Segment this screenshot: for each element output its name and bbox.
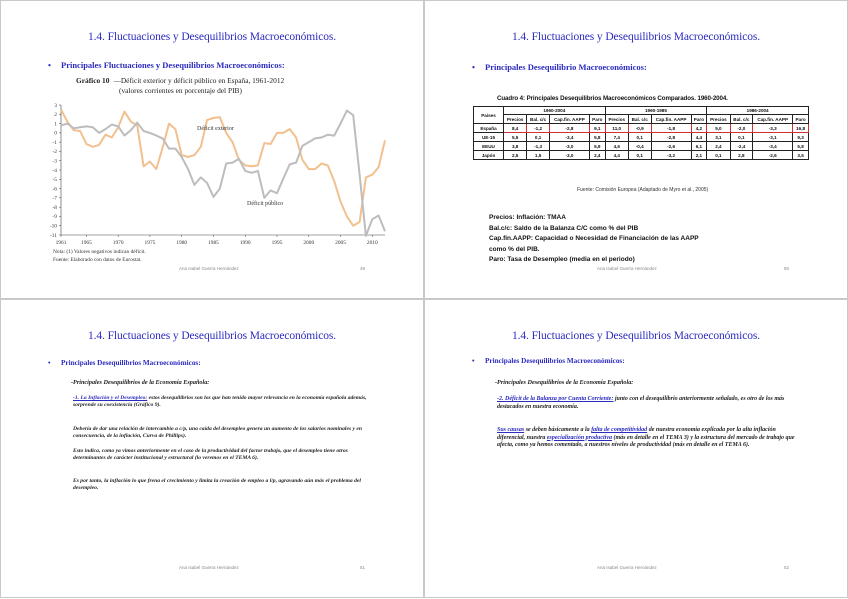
table-cell: -3,0 — [549, 142, 589, 151]
table-cell: 3,1 — [707, 133, 730, 142]
header-paro: Paro — [793, 115, 809, 124]
x-tick-label: 1975 — [144, 240, 156, 246]
slide-title: 1.4. Fluctuaciones y Desequilibrios Macroeconómicos. — [511, 31, 761, 43]
legend-line: Cap.fin.AAPP: Capacidad o Necesidad de Financiación de las AAPP — [489, 235, 699, 242]
y-tick-label: 3 — [54, 102, 57, 109]
y-tick-label: -2 — [52, 149, 57, 156]
header-capfin: Cap.fin. AAPP — [753, 115, 793, 124]
paragraph-text: de nuestra economía explicada por la alta inflación diferencial, nuestra — [497, 427, 776, 441]
paragraph-1 — [73, 395, 373, 409]
country-cell: UE-15 — [474, 133, 504, 142]
table-cell: -2,0 — [730, 124, 753, 133]
figure-label: Gráfico 10 — [76, 76, 110, 85]
table-cell: -3,4 — [753, 142, 793, 151]
slide-50 — [424, 0, 848, 299]
footer-author: Ana Isabel Guerra Hernández — [597, 565, 657, 570]
table-header-row — [474, 115, 809, 124]
paragraph-text: junto con el desequilibrio anteriormente señalado, es otro de los más destacados en nuestra economía. — [497, 396, 785, 410]
y-tick-label: -1 — [52, 139, 57, 146]
period-header: 1960-1985 — [605, 107, 707, 115]
figure-source: Fuente: Elaborado con datos de Eurostat. — [53, 257, 142, 263]
table-cell: -1,3 — [527, 142, 550, 151]
x-tick-label: 1961 — [55, 240, 67, 246]
table-cell: -1,8 — [651, 124, 691, 133]
paragraph-2 — [497, 427, 797, 450]
table-cell: 11,0 — [605, 124, 628, 133]
annotation-deficit-exterior: Déficit exterior — [197, 126, 234, 132]
slide-title: 1.4. Fluctuaciones y Desequilibrios Macroeconómicos. — [511, 330, 761, 342]
table-cell: -3,1 — [753, 133, 793, 142]
x-tick-label: 2005 — [335, 240, 346, 246]
figure-title: —Déficit exterior y déficit público en España, 1961-2012 — [113, 76, 285, 85]
table-cell: 8,4 — [504, 124, 527, 133]
y-tick-label: -9 — [52, 214, 57, 221]
table-cell: 2,4 — [707, 142, 730, 151]
y-tick-label: 1 — [54, 121, 57, 128]
y-tick-label: -5 — [52, 177, 57, 184]
header-capfin: Cap.fin. AAPP — [549, 115, 589, 124]
table-row — [474, 133, 809, 142]
table-cell: 4,6 — [605, 142, 628, 151]
country-cell: Japón — [474, 151, 504, 160]
table-cell: 5,9 — [589, 142, 605, 151]
paragraph-text: estos desequilibrios son los que han tenido mayor relevancia en la economía española además, sorprende su coexistencia (Gráfico 9). — [73, 395, 367, 408]
topic-link[interactable]: -1. La Inflación y el Desempleo: — [73, 395, 148, 401]
deficit-chart — [49, 99, 395, 247]
table-cell: 0,1 — [730, 133, 753, 142]
specialization-link[interactable]: especialización productiva — [546, 434, 613, 441]
table-cell: -0,4 — [628, 142, 651, 151]
table-cell: -3,3 — [753, 124, 793, 133]
x-tick-label: 1980 — [176, 240, 188, 246]
table-cell: 7,4 — [605, 133, 628, 142]
header-balcc: Bal. c/c — [730, 115, 753, 124]
page-number: 50 — [783, 266, 789, 271]
table-cell: 2,5 — [504, 151, 527, 160]
table-cell: 4,4 — [605, 151, 628, 160]
table-cell: 4,2 — [691, 124, 707, 133]
competitiveness-link[interactable]: falta de competitividad — [591, 427, 648, 433]
slide-49 — [0, 0, 424, 299]
table-cell: 9,3 — [793, 133, 809, 142]
table-cell: -2,8 — [549, 124, 589, 133]
slide-52 — [424, 299, 848, 598]
y-tick-label: -8 — [52, 204, 57, 211]
x-tick-label: 2010 — [366, 240, 378, 246]
country-cell: España — [474, 124, 504, 133]
legend-line: como % del PIB. — [489, 245, 540, 253]
footer-author: Ana Isabel Guerra Hernández — [179, 565, 239, 570]
table-cell: 4,4 — [691, 133, 707, 142]
table-cell: 16,8 — [793, 124, 809, 133]
slide-51 — [0, 299, 424, 598]
header-precios: Precios — [605, 115, 628, 124]
table-legend — [489, 213, 779, 266]
table-cell: 1,5 — [527, 151, 550, 160]
y-tick-label: -6 — [52, 186, 57, 193]
table-cell: 2,4 — [589, 151, 605, 160]
table-source: Fuente: Comisión Europea (Adaptado de Myro et al., 2005) — [577, 187, 709, 193]
page-number: 49 — [359, 266, 365, 271]
table-period-row — [474, 107, 809, 115]
header-balcc: Bal. c/c — [527, 115, 550, 124]
slide-bullet: • Principales Desequilibrios Macroeconómicos: — [61, 359, 201, 367]
table-cell: 5,8 — [793, 142, 809, 151]
header-paro: Paro — [691, 115, 707, 124]
figure-subtitle: (valores corrientes en porcentaje del PIB) — [119, 86, 242, 95]
paragraph-2: Debería de dar una relación de intercambio a c/p, una caída del desempleo genera un aumento de los salarios nominales y en consecuencia, de la inflación, Curva de Phillips). — [73, 426, 363, 439]
header-precios: Precios — [707, 115, 730, 124]
figure-note: Nota: (1) Valores negativos indican déficit. — [53, 249, 146, 255]
table-cell: 5,8 — [589, 133, 605, 142]
table-cell: -2,8 — [651, 133, 691, 142]
table-cell: 5,0 — [707, 124, 730, 133]
y-tick-label: -3 — [52, 158, 57, 165]
table-cell: -2,4 — [730, 142, 753, 151]
table-cell: -2,6 — [753, 151, 793, 160]
table-cell: 3,5 — [793, 151, 809, 160]
paragraph-3: Esto indica, como ya vimos anteriormente en el caso de la productividad del factor trabajo, que el desempleo tiene otros determinantes de carácter institucional y estructural (lo veremos en el TEMA 6). — [73, 448, 348, 461]
footer-author: Ana Isabel Guerra Hernández — [597, 266, 657, 271]
table-cell: 6,1 — [691, 142, 707, 151]
causes-link[interactable]: Sus causas — [497, 427, 525, 433]
y-tick-label: -10 — [49, 223, 57, 230]
table-cell: -3,4 — [549, 133, 589, 142]
x-tick-label: 1970 — [112, 240, 124, 246]
table-cell: 9,1 — [589, 124, 605, 133]
slide-title: 1.4. Fluctuaciones y Desequilibrios Macroeconómicos. — [87, 31, 337, 43]
country-cell: EEUU — [474, 142, 504, 151]
table-cell: 0,1 — [628, 133, 651, 142]
slide-title: 1.4. Fluctuaciones y Desequilibrios Macroeconómicos. — [87, 330, 337, 342]
slide-bullet: • Principales Desequilibrios Macroeconómicos: — [485, 357, 625, 365]
table-body — [474, 124, 809, 160]
slide-bullet: • Principales Desequilibrio Macroeconómicos: — [485, 62, 647, 72]
x-tick-label: 1965 — [81, 240, 92, 246]
table-cell: 0,1 — [707, 151, 730, 160]
figure-heading — [76, 76, 284, 85]
table-cell: 3,8 — [504, 142, 527, 151]
y-tick-label: -4 — [52, 167, 57, 174]
paragraph-4: Es por tanto, la inflación lo que frena el crecimiento y limita la creación de empleo a l/p, agravando aún más el problema del desempleo. — [73, 478, 361, 491]
table-cell: 2,1 — [691, 151, 707, 160]
table-cell: -0,9 — [628, 124, 651, 133]
period-header: 1986-2004 — [707, 107, 809, 115]
table-cell: -3,0 — [549, 151, 589, 160]
legend-line: Paro: Tasa de Desempleo (media en el periodo) — [489, 256, 635, 263]
x-tick-label: 1990 — [239, 240, 251, 246]
table-row — [474, 124, 809, 133]
header-capfin: Cap.fin. AAPP — [651, 115, 691, 124]
y-tick-label: -7 — [52, 195, 57, 202]
period-header: 1960-2004 — [504, 107, 606, 115]
table-cell: 2,8 — [730, 151, 753, 160]
paragraph-text: se deben básicamente a la — [524, 427, 592, 433]
table-caption: Cuadro 4: Principales Desequilibrios Macroeconómicos Comparados. 1960-2004. — [497, 95, 728, 102]
x-tick-label: 1995 — [271, 240, 283, 246]
page-number: 51 — [359, 565, 365, 570]
header-paises: Países — [474, 107, 504, 124]
table-cell: -2,6 — [651, 142, 691, 151]
header-precios: Precios — [504, 115, 527, 124]
slide-bullet: • Principales Fluctuaciones y Desequilibrios Macroeconómicos: — [61, 60, 285, 70]
macro-table — [473, 106, 809, 160]
header-paro: Paro — [589, 115, 605, 124]
table-cell: -1,2 — [527, 124, 550, 133]
legend-line: Bal.c/c: Saldo de la Balanza C/C como % del PIB — [489, 224, 639, 232]
legend-line: Precios: Inflación: TMAA — [489, 214, 566, 221]
page-number: 52 — [783, 565, 789, 570]
x-tick-label: 2000 — [303, 240, 315, 246]
paragraph-text: (más en detalle en el TEMA 3) y la estructura del mercado de trabajo que afecta, como ya hemos comentado, a nuestros niveles de productividad (más en detalle en el TEMA 6). — [497, 434, 795, 449]
table-cell: 0,1 — [527, 133, 550, 142]
paragraph-1 — [497, 396, 797, 411]
annotation-deficit-publico: Déficit público — [247, 201, 284, 207]
table-cell: 5,5 — [504, 133, 527, 142]
x-tick-label: 1985 — [208, 240, 219, 246]
y-tick-label: 2 — [54, 112, 57, 119]
footer-author: Ana Isabel Guerra Hernández — [179, 266, 239, 271]
y-tick-label: -11 — [50, 232, 57, 239]
table-cell: 0,1 — [628, 151, 651, 160]
table-cell: -3,2 — [651, 151, 691, 160]
header-balcc: Bal. c/c — [628, 115, 651, 124]
table-row — [474, 151, 809, 160]
subheading: -Principales Desequilibrios de la Economía Española: — [71, 379, 210, 386]
table-row — [474, 142, 809, 151]
y-tick-label: 0 — [54, 130, 57, 137]
chart-axes — [50, 103, 385, 246]
topic-link[interactable]: -2. Déficit de la Balanza por Cuenta Corriente: — [497, 396, 614, 402]
subheading: -Principales Desequilibrios de la Economía Española: — [495, 379, 634, 386]
